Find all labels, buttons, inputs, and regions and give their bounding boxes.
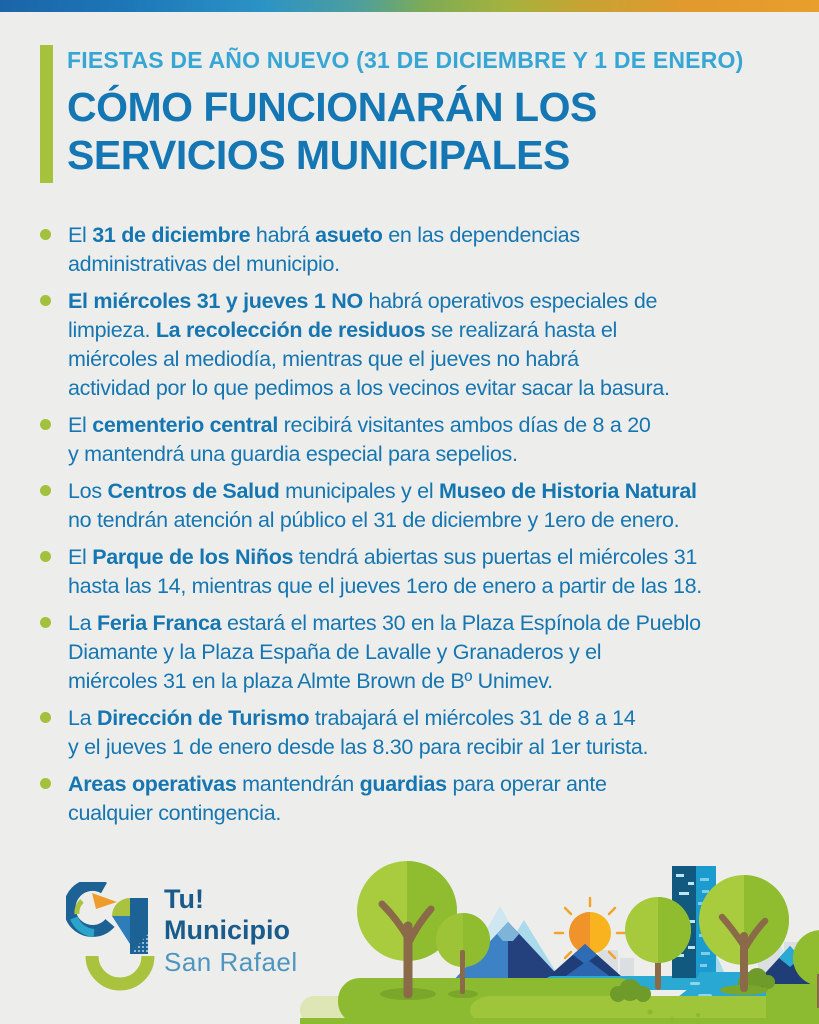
page-title bbox=[67, 83, 743, 179]
bullet-dot bbox=[40, 485, 51, 496]
header-accent-bar bbox=[40, 45, 53, 183]
logo-text-municipio: Municipio bbox=[164, 915, 290, 945]
list-item bbox=[40, 543, 788, 601]
list-item bbox=[40, 609, 788, 696]
list-item bbox=[40, 770, 788, 828]
bullet-text: El 31 de diciembre habrá asueto en las dependencias administrativas del municipio. bbox=[68, 223, 580, 276]
logo-text-tu: Tu! bbox=[164, 884, 204, 914]
bullet-dot bbox=[40, 229, 51, 240]
municipality-logo-icon bbox=[66, 882, 156, 994]
bullet-dot bbox=[40, 617, 51, 628]
list-item bbox=[40, 477, 788, 535]
bullet-dot bbox=[40, 712, 51, 723]
bullet-text: La Dirección de Turismo trabajará el miércoles 31 de 8 a 14 y el jueves 1 de enero desde las 8.30 para recibir al 1er turista. bbox=[68, 706, 649, 759]
header-text bbox=[67, 45, 743, 183]
page-title-line1: CÓMO FUNCIONARÁN LOS bbox=[67, 84, 597, 130]
bullet-text: El cementerio central recibirá visitantes ambos días de 8 a 20 y mantendrá una guardia especial para sepelios. bbox=[68, 413, 651, 466]
header bbox=[40, 45, 743, 183]
list-item bbox=[40, 704, 788, 762]
top-gradient-strip bbox=[0, 0, 819, 12]
bullet-text: Areas operativas mantendrán guardias para operar ante cualquier contingencia. bbox=[68, 772, 607, 825]
bullet-text: El miércoles 31 y jueves 1 NO habrá operativos especiales de limpieza. La recolección de residuos se realizará hasta el miércoles al mediodía, mientras que el jueves no habrá actividad por lo que pedimos a los vecinos evitar sacar la basura. bbox=[68, 289, 670, 400]
bullet-text: La Feria Franca estará el martes 30 en la Plaza Espínola de Pueblo Diamante y la Plaza España de Lavalle y Granaderos y el miércoles 31 en la plaza Almte Brown de Bº Unimev. bbox=[68, 611, 701, 693]
bullet-dot bbox=[40, 419, 51, 430]
bullet-dot bbox=[40, 778, 51, 789]
header-subtitle: FIESTAS DE AÑO NUEVO (31 DE DICIEMBRE Y 1 DE ENERO) bbox=[67, 47, 744, 73]
logo-text-san-rafael: San Rafael bbox=[164, 947, 298, 977]
municipality-logo bbox=[66, 882, 298, 994]
bullet-dot bbox=[40, 551, 51, 562]
list-item bbox=[40, 411, 788, 469]
list-item bbox=[40, 287, 788, 403]
bullet-dot bbox=[40, 295, 51, 306]
page-title-line2: SERVICIOS MUNICIPALES bbox=[67, 132, 570, 178]
municipality-logo-text bbox=[164, 882, 298, 994]
bullet-list bbox=[40, 221, 788, 836]
bullet-text: Los Centros de Salud municipales y el Museo de Historia Natural no tendrán atención al público el 31 de diciembre y 1ero de enero. bbox=[68, 479, 697, 532]
bullet-text: El Parque de los Niños tendrá abiertas sus puertas el miércoles 31 hasta las 14, mientras que el jueves 1ero de enero a partir de las 18. bbox=[68, 545, 702, 598]
list-item bbox=[40, 221, 788, 279]
